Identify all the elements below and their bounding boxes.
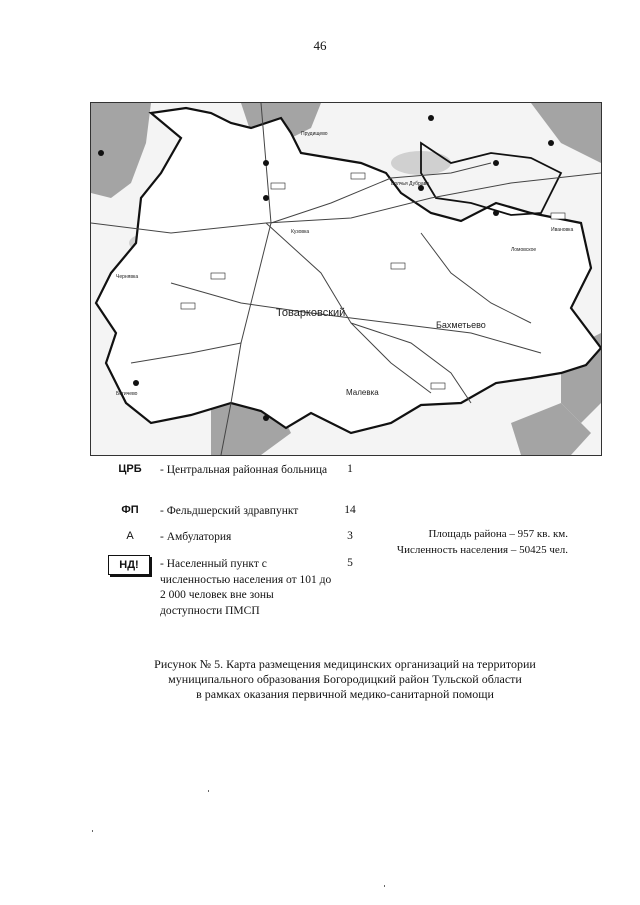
map-label-east-town: Бахметьево xyxy=(436,320,486,330)
legend-desc-a: - Амбулатория xyxy=(160,531,232,543)
page-number: 46 xyxy=(313,38,327,53)
map-label-se-village: Ивановка xyxy=(551,227,574,233)
map-label-west-village: Чернявка xyxy=(116,274,139,280)
legend-count-nd: 5 xyxy=(347,557,353,569)
legend-code-fp: ФП xyxy=(121,504,139,516)
legend-desc-nd: - Населенный пункт с численностью населения от 101 до 2 000 человек вне зоны доступности ПМСП xyxy=(160,558,332,617)
map-label-sw-village: Бегичево xyxy=(116,391,138,397)
legend-desc-fp: - Фельдшерский здравпункт xyxy=(160,505,299,517)
map-label-south-town: Малевка xyxy=(346,388,379,397)
scan-speck xyxy=(208,790,209,792)
scan-speck xyxy=(92,830,93,832)
summary-area: Площадь района – 957 кв. км. xyxy=(428,528,568,540)
map-label-main-town: Товарковский xyxy=(276,307,346,319)
map-label-ne-village: Волчья Дубрава xyxy=(391,181,429,187)
caption-line-1: Рисунок № 5. Карта размещения медицинских организаций на территории xyxy=(154,657,536,671)
legend-count-crb: 1 xyxy=(347,463,353,475)
district-map-graphic xyxy=(91,103,601,455)
map-label-n-village: Прудищево xyxy=(301,131,328,137)
map-label-c-village: Кузовка xyxy=(291,229,310,235)
legend-code-crb: ЦРБ xyxy=(118,463,142,475)
legend-code-a: А xyxy=(126,530,134,542)
summary-population: Численность населения – 50425 чел. xyxy=(396,544,568,556)
subarea-boundary xyxy=(421,143,561,215)
legend-desc-crb: - Центральная районная больница xyxy=(160,464,328,476)
figure-caption xyxy=(90,657,600,702)
caption-line-3: в рамках оказания первичной медико-санитарной помощи xyxy=(196,687,494,701)
map-label-e-village: Ломовское xyxy=(511,247,537,253)
legend-count-a: 3 xyxy=(347,530,353,542)
scan-speck xyxy=(384,885,385,887)
legend-count-fp: 14 xyxy=(344,504,356,516)
caption-line-2: муниципального образования Богородицкий район Тульской области xyxy=(168,672,522,686)
district-summary xyxy=(397,526,568,558)
district-map xyxy=(90,102,602,456)
legend-code-nd: НД! xyxy=(108,555,150,575)
